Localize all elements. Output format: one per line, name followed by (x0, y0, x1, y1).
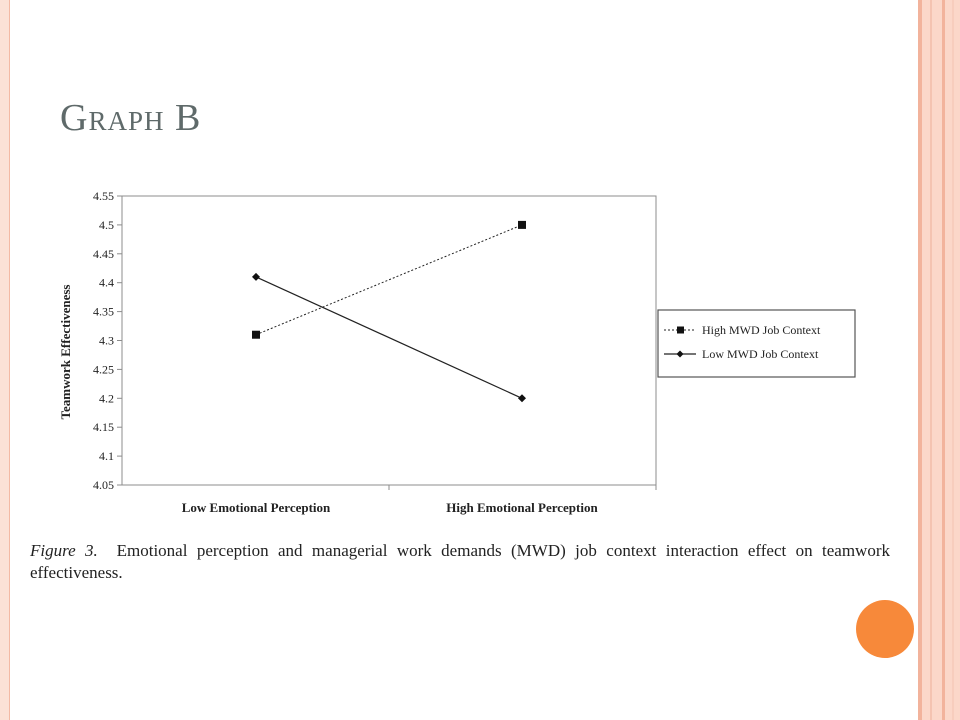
legend-marker-high (677, 327, 684, 334)
y-tick-label: 4.1 (99, 449, 114, 464)
x-tick-label-low: Low Emotional Perception (181, 500, 331, 515)
x-tick-label-high: High Emotional Perception (446, 500, 598, 515)
caption-text: Emotional perception and managerial work demands (MWD) job context interaction effect on teamwork effectiveness. (30, 541, 890, 582)
y-tick-label: 4.4 (99, 275, 114, 290)
orange-circle-decoration (856, 600, 914, 658)
y-tick-label: 4.2 (99, 391, 114, 406)
legend-label-low: Low MWD Job Context (702, 347, 819, 361)
figure-caption (30, 540, 890, 584)
data-point-s0-p1 (518, 221, 526, 229)
legend (658, 310, 855, 377)
y-tick-label: 4.55 (93, 189, 114, 203)
slide-title: Graph B (60, 97, 202, 139)
y-tick-label: 4.25 (93, 362, 114, 377)
y-tick-label: 4.45 (93, 246, 114, 261)
y-axis (93, 189, 122, 492)
data-point-s0-p0 (252, 331, 260, 339)
y-tick-label: 4.5 (99, 217, 114, 232)
y-axis-label: Teamwork Effectiveness (58, 284, 73, 420)
legend-label-high: High MWD Job Context (702, 323, 821, 337)
y-tick-label: 4.35 (93, 304, 114, 319)
y-tick-label: 4.15 (93, 420, 114, 435)
y-tick-label: 4.3 (99, 333, 114, 348)
plot-area (122, 196, 656, 485)
caption-label: Figure 3. (30, 541, 98, 560)
y-tick-label: 4.05 (93, 478, 114, 492)
legend-box (658, 310, 855, 377)
